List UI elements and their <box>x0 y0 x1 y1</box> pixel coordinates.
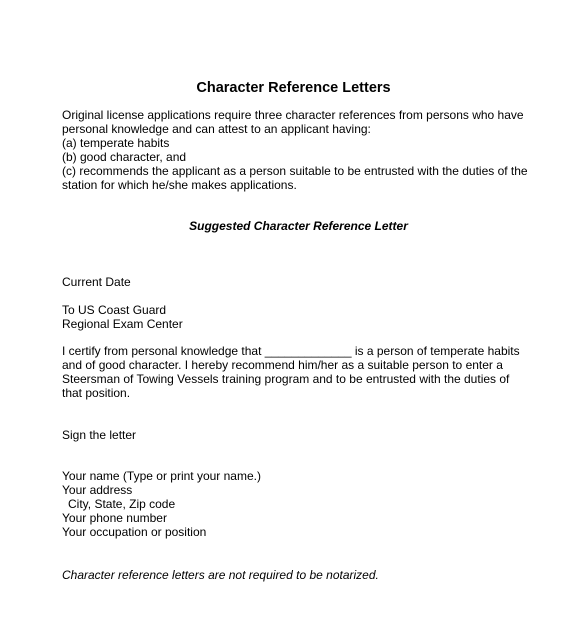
signature-line: City, State, Zip code <box>68 497 176 511</box>
signature-block <box>62 469 542 539</box>
intro-line: (c) recommends the applicant as a person suitable to be entrusted with the duties of the <box>62 164 528 178</box>
signature-line: Your occupation or position <box>62 525 207 539</box>
intro-paragraph <box>62 108 542 192</box>
recipient-address <box>62 303 542 331</box>
current-date: Current Date <box>62 275 131 289</box>
signature-line: Your name (Type or print your name.) <box>62 469 261 483</box>
signature-line: Your address <box>62 483 133 497</box>
intro-line: personal knowledge and can attest to an applicant having: <box>62 122 371 136</box>
intro-line: Original license applications require three character references from persons who have <box>62 108 524 122</box>
letter-subtitle: Suggested Character Reference Letter <box>189 219 408 233</box>
body-line: that position. <box>62 386 131 400</box>
document-title: Character Reference Letters <box>196 80 391 96</box>
signature-line: Your phone number <box>62 511 167 525</box>
address-line: Regional Exam Center <box>62 317 183 331</box>
address-line: To US Coast Guard <box>62 303 167 317</box>
body-line: Steersman of Towing Vessels training program and to be entrusted with the duties of <box>62 372 510 386</box>
sign-instruction: Sign the letter <box>62 428 137 442</box>
notarization-note: Character reference letters are not required to be notarized. <box>62 568 379 582</box>
intro-line: (b) good character, and <box>62 150 187 164</box>
letter-body <box>62 344 542 400</box>
body-line: and of good character. I hereby recommend him/her as a suitable person to enter a <box>62 358 503 372</box>
intro-line: (a) temperate habits <box>62 136 170 150</box>
body-line: I certify from personal knowledge that _____________ is a person of temperate habits <box>62 344 520 358</box>
intro-line: station for which he/she makes applications. <box>62 178 297 192</box>
